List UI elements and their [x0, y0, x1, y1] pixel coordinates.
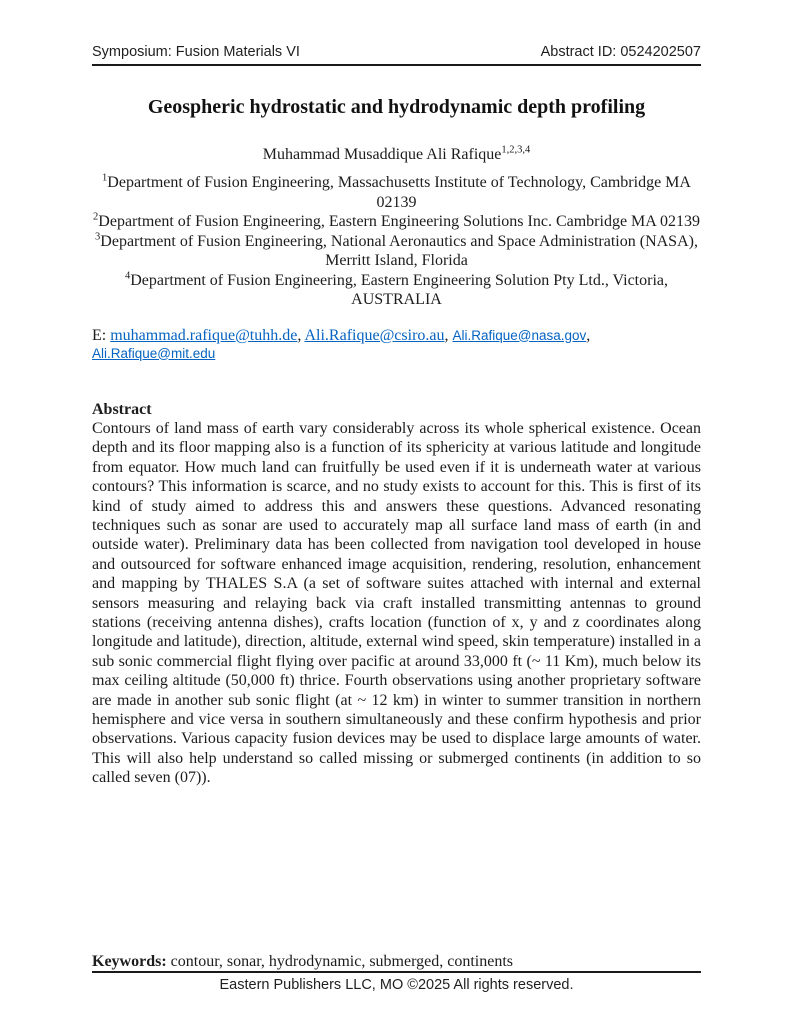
- email-separator: ,: [586, 326, 591, 344]
- abstract-heading: Abstract: [92, 400, 152, 418]
- email-separator: ,: [444, 326, 453, 344]
- email-prefix: E:: [92, 326, 111, 344]
- affiliation-list: [92, 173, 701, 310]
- page-header: [92, 44, 701, 60]
- affiliation-2: [92, 212, 701, 232]
- email-link-tuhh[interactable]: muhammad.rafique@tuhh.de: [110, 326, 298, 344]
- author-name: Muhammad Musaddique Ali Rafique: [262, 146, 502, 163]
- keywords-label: Keywords:: [92, 952, 167, 970]
- affiliation-1-text: Department of Fusion Engineering, Massachusetts Institute of Technology, Cambridge MA 02139: [107, 174, 691, 211]
- keywords-line: [92, 953, 701, 971]
- header-symposium-label: Symposium: Fusion Materials VI: [92, 44, 300, 60]
- affiliation-1: [92, 173, 701, 212]
- affiliation-4-mark: 4: [124, 270, 131, 282]
- affiliation-2-text: Department of Fusion Engineering, Eastern Engineering Solutions Inc. Cambridge MA 02139: [98, 213, 700, 230]
- header-abstract-id: Abstract ID: 0524202507: [540, 44, 701, 60]
- paper-title: Geospheric hydrostatic and hydrodynamic depth profiling: [147, 96, 646, 118]
- affiliation-1-mark: 1: [102, 172, 108, 184]
- affiliation-3-text: Department of Fusion Engineering, National Aeronautics and Space Administration (NASA), Merritt Island, Florida: [100, 232, 698, 269]
- affiliation-3: [92, 232, 701, 271]
- author-affiliation-marks: 1,2,3,4: [501, 144, 531, 156]
- keywords-text: contour, sonar, hydrodynamic, submerged, continents: [170, 952, 514, 970]
- abstract-body: Contours of land mass of earth vary considerably across its whole spherical existence. Ocean depth and its floor mapping also is a function of its sphericity at various latitude and longitude from equator. How much land can fruitfully be used even if it is underneath water at various contours? This information is scarce, and no study exists to account for this. This is first of its kind of study aimed to address this and answers these questions. Advanced resonating techniques such as sonar are used to accurately map all surface land mass of earth (in and outside water). Preliminary data has been collected from navigation tool developed in house and outsourced for software enhanced image acquisition, rendering, resolution, enhancement and mapping by THALES S.A (a set of software suites attached with internal and external sensors measuring and relaying back via craft installed transmitting antennas to ground stations (receiving antenna dishes), crafts location (function of x, y and z coordinates along longitude and latitude), direction, altitude, external wind speed, skin temperature) installed in a sub sonic commercial flight flying over pacific at around 33,000 ft (~ 11 Km), much below its max ceiling altitude (50,000 ft) thrice. Fourth observations using another proprietary software are made in another sub sonic flight (at ~ 12 km) in winter to summer transition in northern hemisphere and vice versa in southern simultaneously and these confirm hypothesis and prior observations. Various capacity fusion devices may be used to displace large amounts of water. This will also help understand so called missing or submerged continents (in addition to so called seven (07)).: [92, 419, 701, 787]
- header-divider: [92, 64, 701, 66]
- email-line: [92, 327, 701, 363]
- affiliation-4: [92, 271, 701, 310]
- author-line: [92, 146, 701, 164]
- email-link-csiro[interactable]: Ali.Rafique@csiro.au: [304, 326, 445, 344]
- affiliation-2-mark: 2: [93, 211, 99, 223]
- footer-copyright: Eastern Publishers LLC, MO ©2025 All rights reserved.: [219, 976, 574, 993]
- email-link-nasa[interactable]: Ali.Rafique@nasa.gov: [452, 327, 587, 343]
- affiliation-4-text: Department of Fusion Engineering, Eastern Engineering Solution Pty Ltd., Victoria, AUSTRALIA: [130, 271, 668, 308]
- affiliation-3-mark: 3: [95, 231, 101, 243]
- page-footer: [92, 971, 701, 993]
- email-separator: ,: [297, 326, 305, 344]
- email-link-mit[interactable]: Ali.Rafique@mit.edu: [92, 345, 216, 361]
